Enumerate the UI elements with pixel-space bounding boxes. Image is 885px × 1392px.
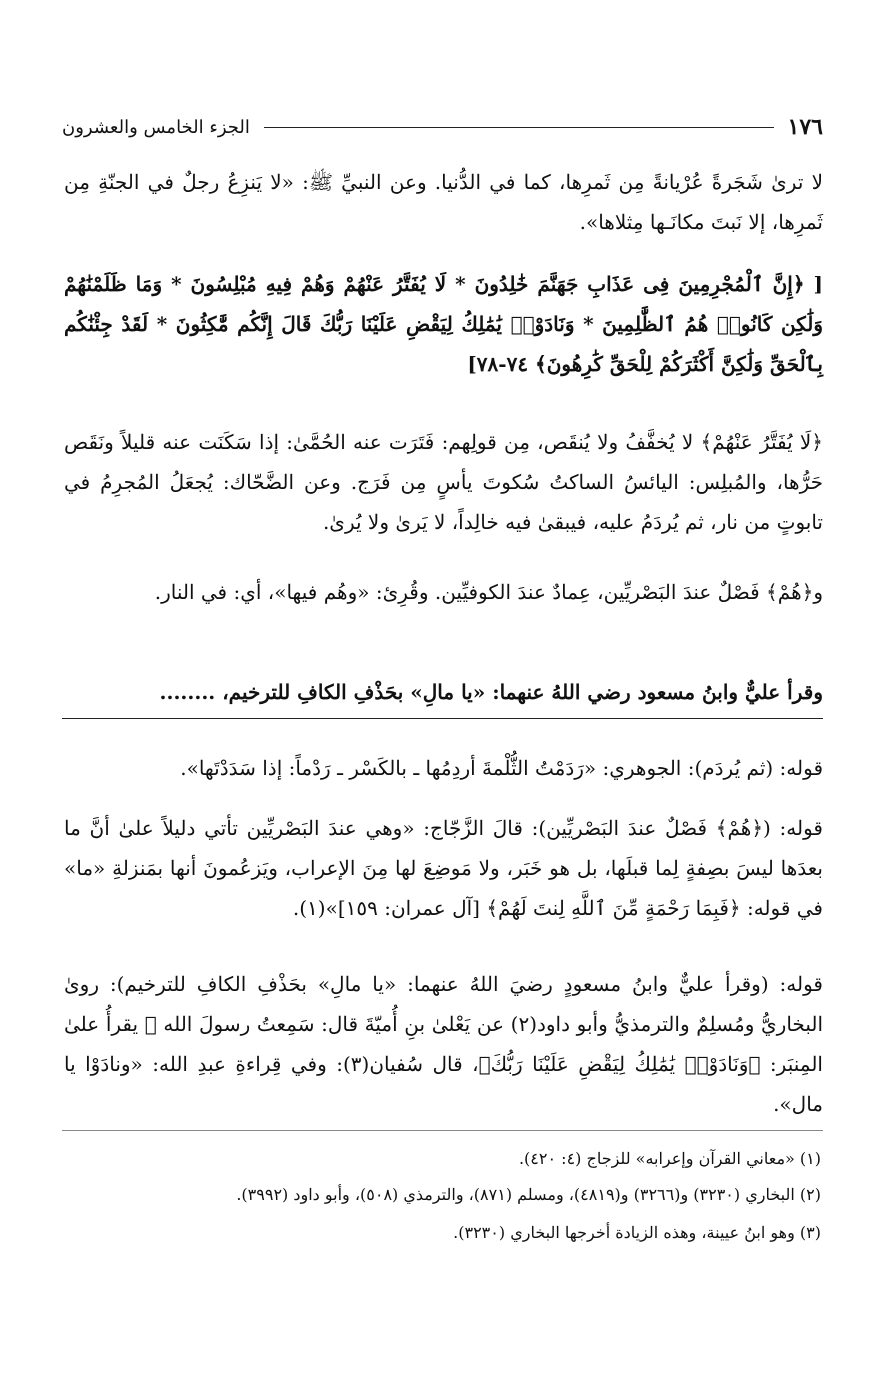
page-header xyxy=(62,112,823,142)
footnote-2: (٢) البخاري (٣٢٣٠) و(٣٢٦٦) و(٤٨١٩)، ومسلم (٨٧١)، والترمذي (٥٠٨)، وأبو داود (٣٩٩٢). xyxy=(236,1185,821,1204)
tafsir-paragraph-2: ﴿لَا يُفَتَّرُ عَنْهُمْ﴾ لا يُخفَّفُ ولا يُنقَص، مِن قولِهم: فَتَرَت عنه الحُمَّىٰ: إذا سَكَنَت عنه قليلاً ونَقَص حَرُّها، والمُبلِس: اليائسُ الساكتُ سُكوتَ يأسٍ مِن فَرَج. وعن الضَّحّاك: يُجعَلُ المُجرِمُ في تابوتٍ من نار، ثم يُردَمُ عليه، فيبقىٰ فيه خالِداً، لا يَرىٰ ولا يُرىٰ. xyxy=(64,430,823,534)
footnote-1: (١) «معاني القرآن وإعرابه» للزجاج (٤: ٤٢٠). xyxy=(518,1149,821,1168)
tafsir-paragraph-4: وقرأ عليٌّ وابنُ مسعود رضي اللهُ عنهما: «يا مالِ» بحَذْفِ الكافِ للترخيم، ........ xyxy=(159,680,823,704)
hashiya-paragraph-2: قوله: (﴿هُمْ﴾ فَصْلٌ عندَ البَصْريِّين): قالَ الزَّجّاج: «وهي عندَ البَصْريِّين تأتي دليلاً علىٰ أنَّ ما بعدَها ليسَ بصِفةٍ لِما قبلَها، بل هو خَبَر، ولا مَوضِعَ لها مِنَ الإعراب، ويَزعُمونَ أنها بمَنزلةِ «ما» في قوله: ﴿فَبِمَا رَحْمَةٍ مِّنَ ٱللَّهِ لِنتَ لَهُمْ﴾ [آل عمران: ١٥٩]»(١). xyxy=(64,816,823,920)
tafsir-paragraph-3: و﴿هُمْ﴾ فَصْلٌ عندَ البَصْريِّين، عِمادٌ عندَ الكوفيِّين. وقُرِئ: «وهُم فيها»، أي: في النار. xyxy=(154,580,823,604)
hashiya-paragraph-1: قوله: (ثم يُردَم): الجوهري: «رَدَمْتُ الثُّلْمةَ أردِمُها ـ بالكَسْر ـ رَدْماً: إذا سَدَدْتَها». xyxy=(180,756,823,780)
header-rule xyxy=(264,127,774,128)
hashiya-paragraph-3: قوله: (وقرأ عليٌّ وابنُ مسعودٍ رضيَ اللهُ عنهما: «يا مالِ» بحَذْفِ الكافِ للترخيم): روىٰ البخاريُّ ومُسلِمٌ والترمذيُّ وأبو داود(٢) عن يَعْلىٰ بنِ أُميّةَ قال: سَمِعتُ رسولَ الله ﷺ يقرأُ علىٰ المِنبَر: ﴿وَنَادَوْا۟ يَٰمَٰلِكُ لِيَقْضِ عَلَيْنَا رَبُّكَ﴾، قال سُفيان(٣): وفي قِراءةِ عبدِ الله: «ونادَوْا يا مال». xyxy=(64,972,824,1116)
page-number: ١٧٦ xyxy=(787,114,823,140)
quran-verses-block: [ ﴿إِنَّ ٱلْمُجْرِمِينَ فِى عَذَابِ جَهَنَّمَ خَٰلِدُونَ * لَا يُفَتَّرُ عَنْهُمْ وَهُمْ فِيهِ مُبْلِسُونَ * وَمَا ظَلَمْنَٰهُمْ وَلَٰكِن كَانُوا۟ هُمُ ٱلظَّٰلِمِينَ * وَنَادَوْا۟ يَٰمَٰلِكُ لِيَقْضِ عَلَيْنَا رَبُّكَ قَالَ إِنَّكُم مَّٰكِثُونَ * لَقَدْ جِئْنَٰكُم بِٱلْحَقِّ وَلَٰكِنَّ أَكْثَرَكُمْ لِلْحَقِّ كَٰرِهُونَ﴾ ٧٤-٧٨] xyxy=(64,272,823,376)
tafsir-paragraph-1: لا ترىٰ شَجَرةً عُرْيانةً مِن ثَمرِها، كما في الدُّنيا. وعن النبيِّ ﷺ: «لا يَنزِعُ رجلٌ في الجنّةِ مِن ثَمرِها، إلا نَبتَ مكانَـها مِثلاها». xyxy=(64,170,823,234)
footnote-3: (٣) وهو ابنُ عيينة، وهذه الزيادة أخرجها البخاري (٣٢٣٠). xyxy=(453,1223,821,1242)
footnote-rule xyxy=(62,1130,823,1131)
commentary-separator xyxy=(62,718,823,719)
running-title: الجزء الخامس والعشرون xyxy=(62,116,250,138)
